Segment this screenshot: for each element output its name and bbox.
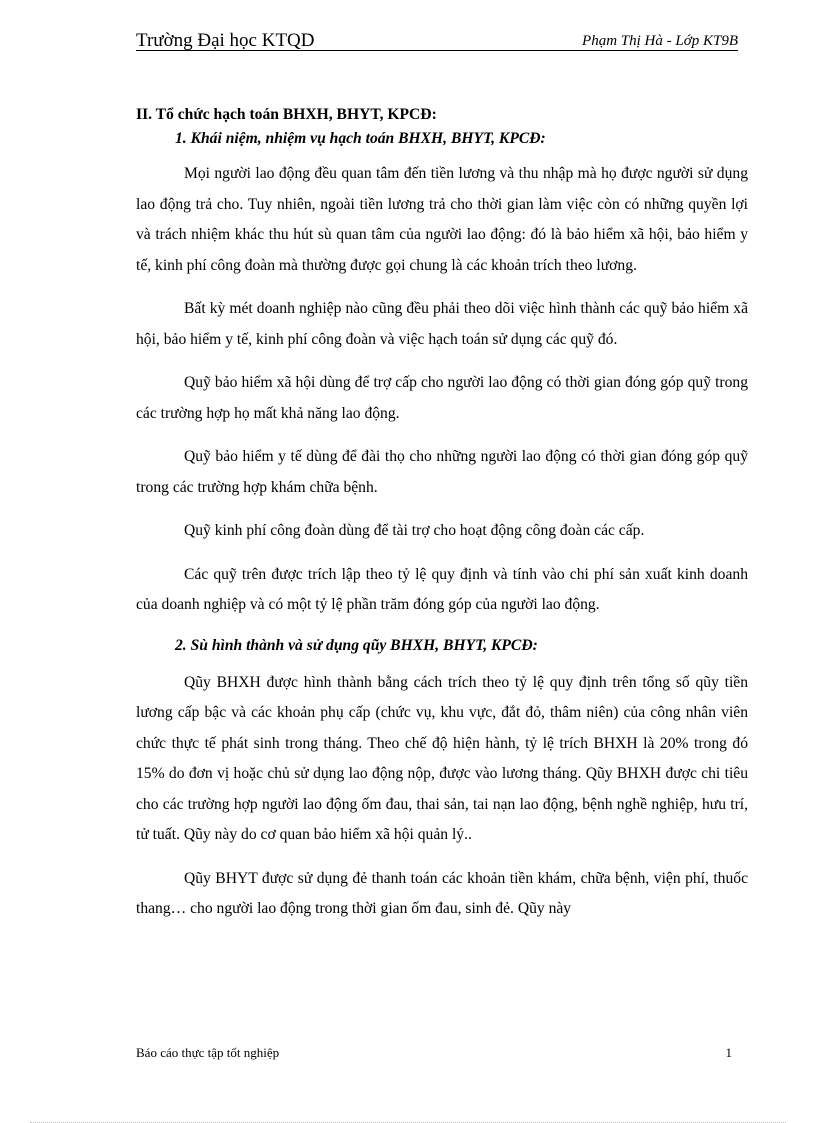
header-school: Trường Đại học KTQD <box>136 30 315 51</box>
paragraph-3: Quỹ bảo hiểm xã hội dùng để trợ cấp cho người lao động có thời gian đóng góp quỹ trong các trường hợp họ mất khả năng lao động. <box>136 374 748 422</box>
subsection-1-title: 1. Khái niệm, nhiệm vụ hạch toán BHXH, BHYT, KPCĐ: <box>175 130 546 147</box>
paragraph-2: Bất kỳ mét doanh nghiệp nào cũng đều phải theo dõi việc hình thành các quỹ bảo hiểm xã hội, bảo hiểm y tế, kinh phí công đoàn và việc hạch toán sử dụng các quỹ đó. <box>136 300 748 348</box>
paragraph-6: Các quỹ trên được trích lập theo tỷ lệ quy định và tính vào chi phí sản xuất kinh doanh của doanh nghiệp và có một tỷ lệ phần trăm đóng góp của người lao động. <box>136 565 748 613</box>
paragraph-8: Qũy BHYT được sử dụng đẻ thanh toán các khoản tiền khám, chữa bệnh, viện phí, thuốc thang… cho người lao động trong thời gian ốm đau, sinh đẻ. Qũy này <box>136 869 748 917</box>
header-author: Phạm Thị Hà - Lớp KT9B <box>582 33 738 49</box>
paragraph-5: Quỹ kinh phí công đoàn dùng để tài trợ cho hoạt động công đoàn các cấp. <box>184 522 645 539</box>
header-rule <box>136 50 738 51</box>
paragraph-4: Quỹ bảo hiểm y tế dùng để đài thọ cho những người lao động có thời gian đóng góp quỹ trong các trường hợp khám chữa bệnh. <box>136 448 748 496</box>
footer-title: Báo cáo thực tập tốt nghiệp <box>136 1045 280 1060</box>
paragraph-7: Qũy BHXH được hình thành bằng cách trích theo tỷ lệ quy định trên tổng số qũy tiền lương cấp bậc và các khoản phụ cấp (chức vụ, khu vực, đắt đỏ, thâm niên) của công nhân viên chức thực tế phát sinh trong tháng. Theo chế độ hiện hành, tỷ lệ trích BHXH là 20% trong đó 15% do đơn vị hoặc chủ sử dụng lao động nộp, được vào lương tháng. Qũy BHXH được chi tiêu cho các trường hợp người lao động ốm đau, thai sản, tai nạn lao động, bệnh nghề nghiệp, hưu trí, tử tuất. Qũy này do cơ quan bảo hiểm xã hội quản lý.. <box>136 673 748 843</box>
page-number: 1 <box>725 1045 732 1060</box>
document-body <box>136 103 748 938</box>
paragraph-1: Mọi người lao động đều quan tâm đến tiền lương và thu nhập mà họ được người sử dụng lao động trả cho. Tuy nhiên, ngoài tiền lương trả cho thời gian làm việc còn có những quyền lợi và trách nhiệm khác thu hút sù quan tâm của người lao động: đó là bảo hiểm xã hội, bảo hiểm y tế, kinh phí công đoàn mà thường được gọi chung là các khoản trích theo lương. <box>136 165 748 274</box>
subsection-2-title: 2. Sù hình thành và sử dụng qũy BHXH, BHYT, KPCĐ: <box>175 636 538 654</box>
section-title: II. Tổ chức hạch toán BHXH, BHYT, KPCĐ: <box>136 106 437 123</box>
